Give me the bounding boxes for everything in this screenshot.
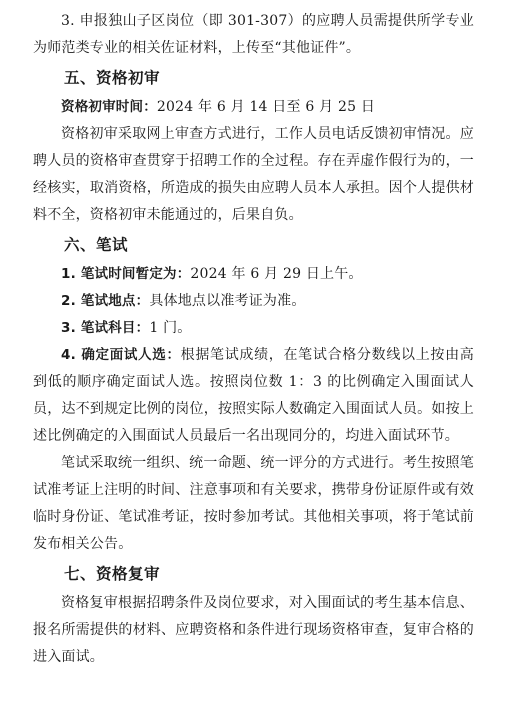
section5-heading: 五、资格初审: [64, 69, 161, 87]
section6-item2: [33, 288, 474, 315]
section6-item3-value: 1 门。: [149, 320, 192, 336]
section6-item1-label: 1. 笔试时间暂定为：: [61, 266, 191, 282]
section7-heading: 七、资格复审: [64, 565, 161, 583]
section6-item4-label: 4. 确定面试人选：: [61, 347, 181, 363]
section5-paragraph: 资格初审采取网上审查方式进行，工作人员电话反馈初审情况。应聘人员的资格审查贯穿于招聘工作的全过程。存在弄虚作假行为的，一经核实，取消资格，所造成的损失由应聘人员本人承担。因个人提供材料不全，资格初审未能通过的，后果自负。: [33, 126, 474, 223]
section6-item4: [33, 342, 474, 450]
section6-item1-value: 2024 年 6 月 29 日上午。: [190, 266, 363, 282]
section6-item2-value: 具体地点以准考证为准。: [149, 293, 306, 309]
section6-item3-label: 3. 笔试科目：: [61, 320, 150, 336]
section6-item1: [33, 261, 474, 288]
section5-time-label: 资格初审时间：: [61, 99, 157, 115]
section7-paragraph: 资格复审根据招聘条件及岗位要求，对入围面试的考生基本信息、报名所需提供的材料、应聘资格和条件进行现场资格审查，复审合格的进入面试。: [33, 595, 474, 665]
section5-time-value: 2024 年 6 月 14 日至 6 月 25 日: [156, 99, 376, 115]
section6-heading: 六、笔试: [64, 236, 129, 254]
section6-item2-label: 2. 笔试地点：: [61, 293, 150, 309]
section6-paragraph: 笔试采取统一组织、统一命题、统一评分的方式进行。考生按照笔试准考证上注明的时间、注意事项和有关要求，携带身份证原件或有效临时身份证、笔试准考证，按时参加考试。其他相关事项，将于笔试前发布相关公告。: [33, 455, 474, 552]
section5-time: [33, 94, 474, 121]
section6-item4-value: 根据笔试成绩，在笔试合格分数线以上按由高到低的顺序确定面试人选。按照岗位数 1：3 的比例确定入围面试人员，达不到规定比例的岗位，按照实际人数确定入围面试人员。如按上述比例确定的入围面试人员最后一名出现同分的，均进入面试环节。: [33, 347, 474, 444]
section4-item3: 3. 申报独山子区岗位（即 301-307）的应聘人员需提供所学专业为师范类专业的相关佐证材料，上传至“其他证件”。: [33, 13, 474, 56]
section6-item3: [33, 315, 474, 342]
